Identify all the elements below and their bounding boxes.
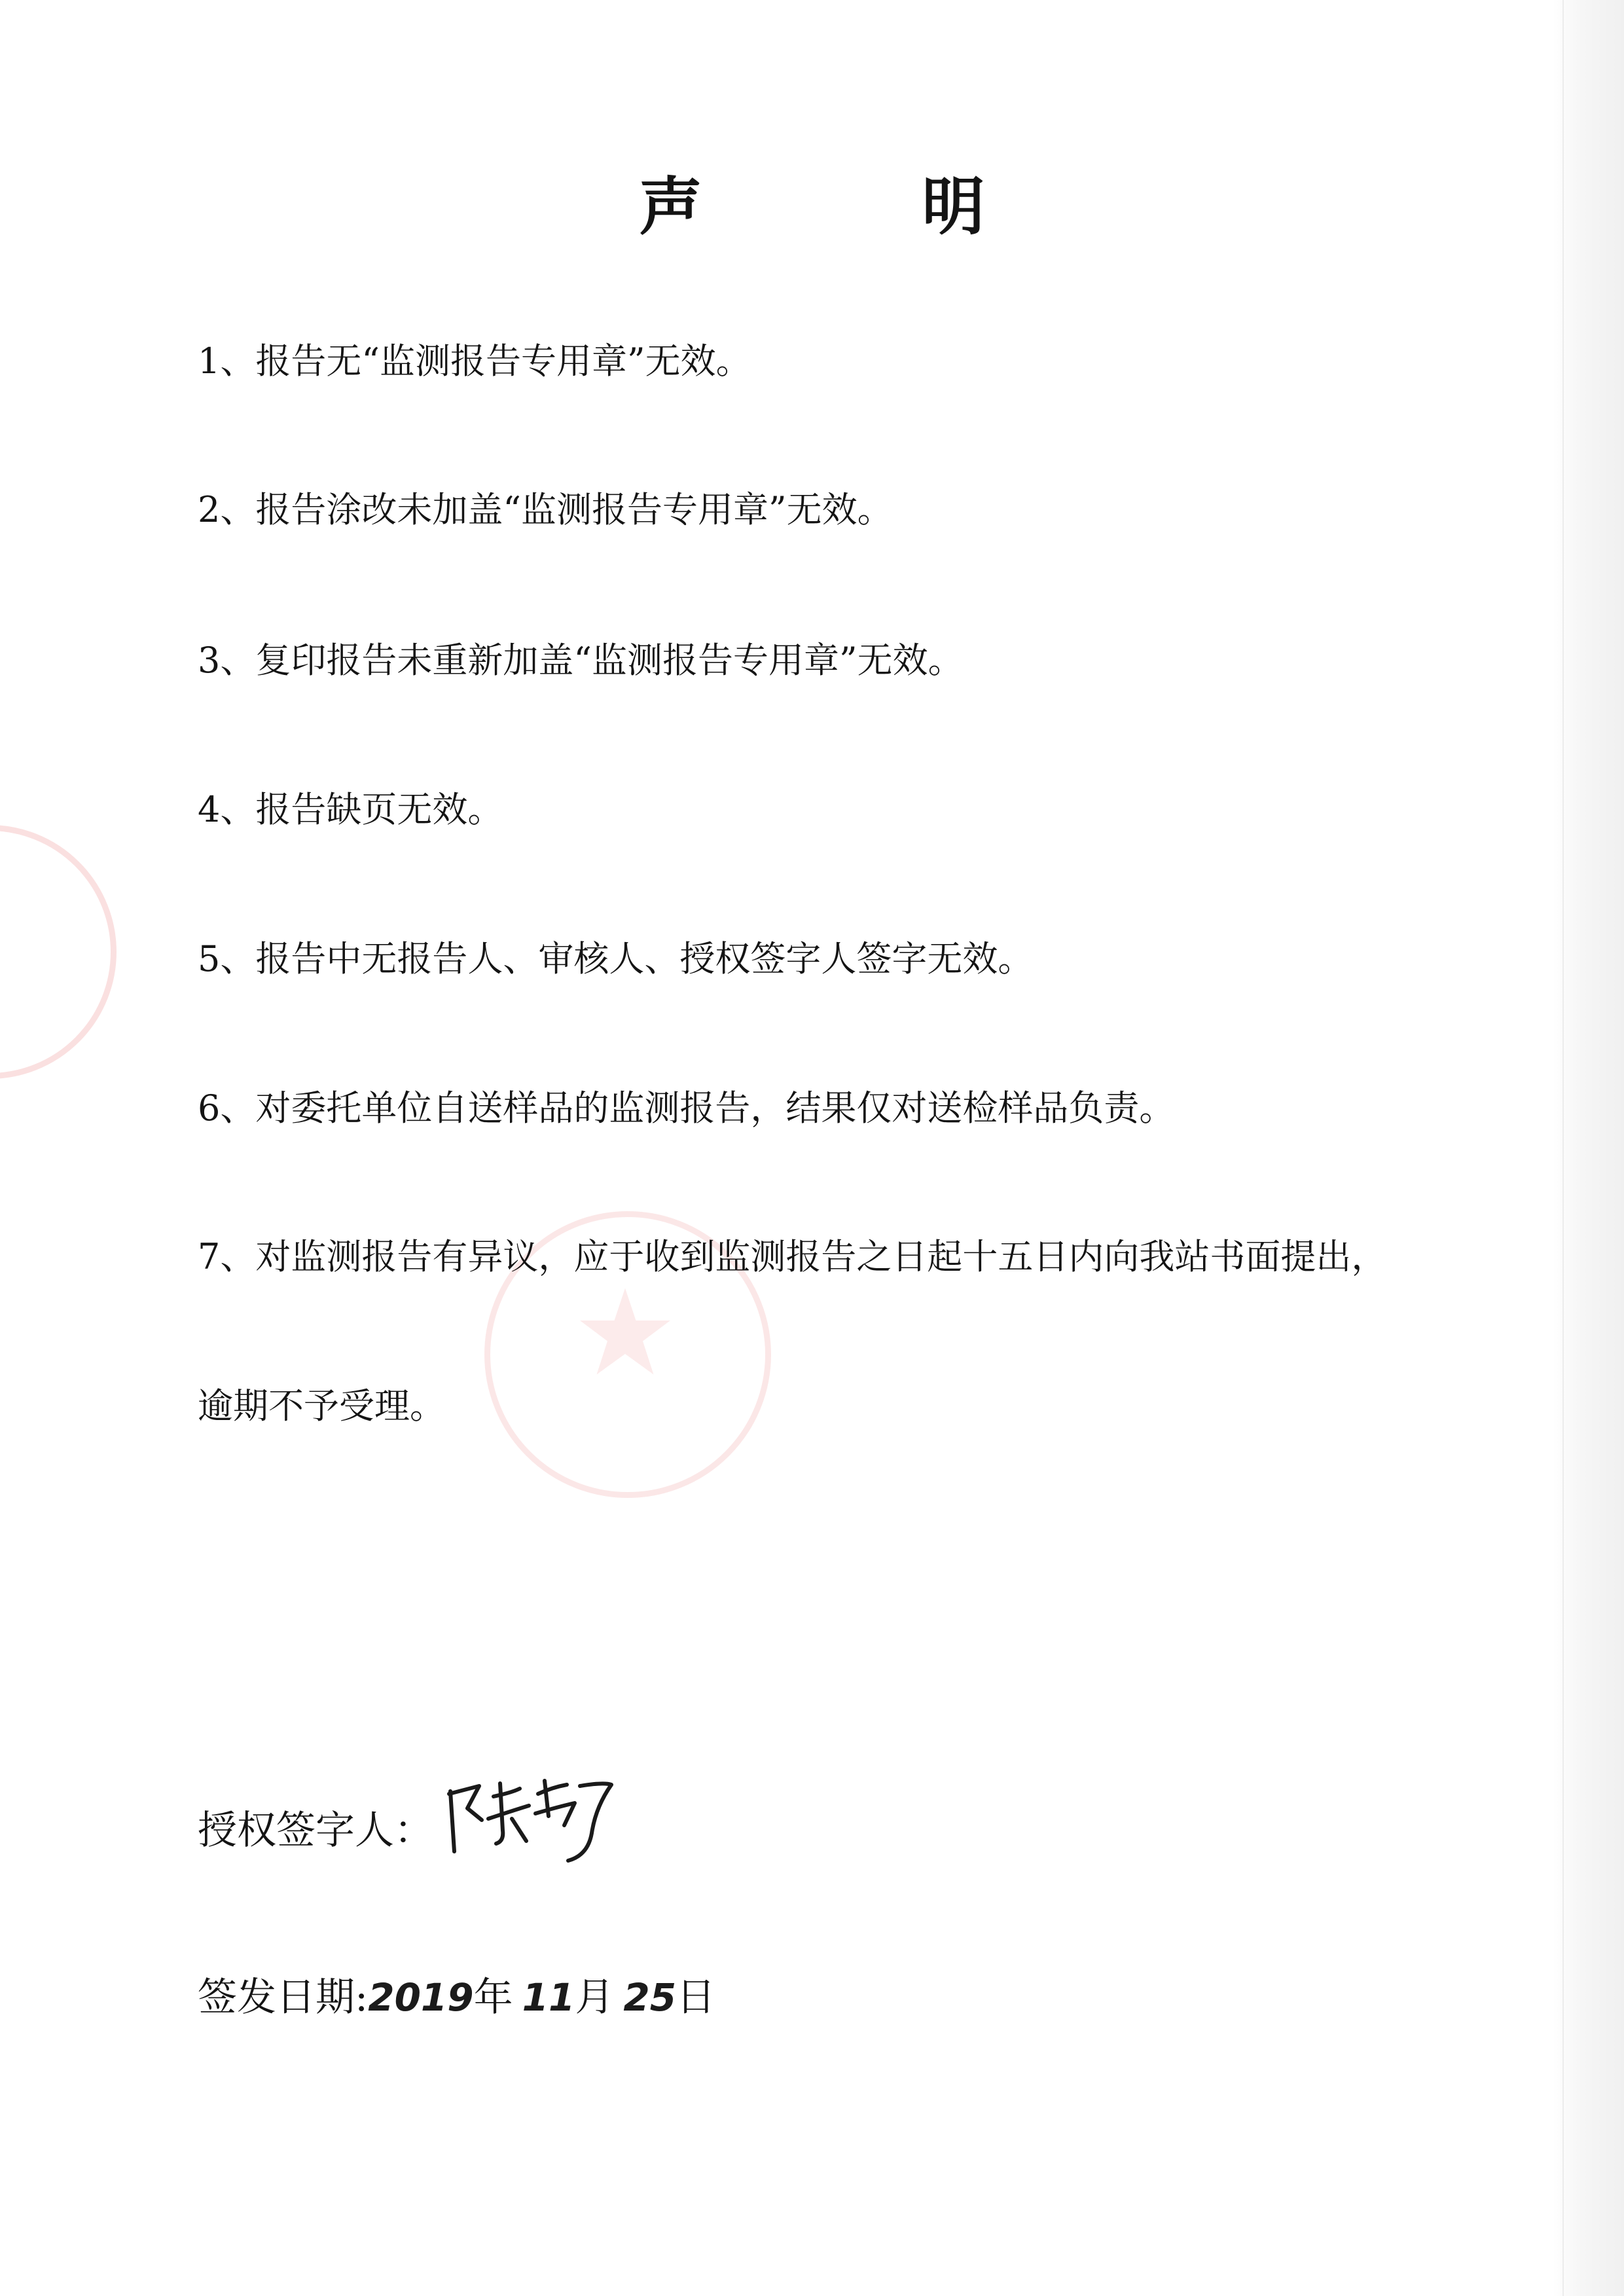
statement-item-1: 1、报告无“监测报告专用章”无效。	[198, 340, 751, 382]
statement-item-4: 4、报告缺页无效。	[198, 789, 503, 830]
issue-date-month: 11	[522, 1975, 575, 2020]
handwritten-signature	[440, 1768, 617, 1866]
issue-date-day: 25	[623, 1975, 677, 2020]
issue-date	[198, 1966, 715, 2022]
issue-date-label: 签发日期:	[198, 1975, 369, 2020]
statement-item-3: 3、复印报告未重新加盖“监测报告专用章”无效。	[198, 640, 964, 681]
issue-date-day-unit: 日	[676, 1975, 716, 2020]
bleed-through-stamp-left	[0, 825, 117, 1079]
statement-item-2: 2、报告涂改未加盖“监测报告专用章”无效。	[198, 489, 893, 530]
signatory-label: 授权签字人：	[198, 1808, 433, 1853]
issue-date-year-unit: 年	[473, 1975, 513, 2020]
statement-item-7-continued: 逾期不予受理。	[198, 1385, 445, 1427]
issue-date-month-unit: 月	[575, 1975, 615, 2020]
scan-edge-line	[1562, 0, 1564, 2296]
page-title: 声 明	[639, 170, 1064, 244]
statement-item-5: 5、报告中无报告人、审核人、授权签字人签字无效。	[198, 938, 1034, 979]
statement-item-6: 6、对委托单位自送样品的监测报告，结果仅对送检样品负责。	[198, 1087, 1175, 1129]
issue-date-year: 2019	[368, 1975, 474, 2020]
bleed-through-star-icon	[576, 1283, 674, 1381]
statement-item-7: 7、对监测报告有异议，应于收到监测报告之日起十五日内向我站书面提出，	[198, 1236, 1387, 1277]
